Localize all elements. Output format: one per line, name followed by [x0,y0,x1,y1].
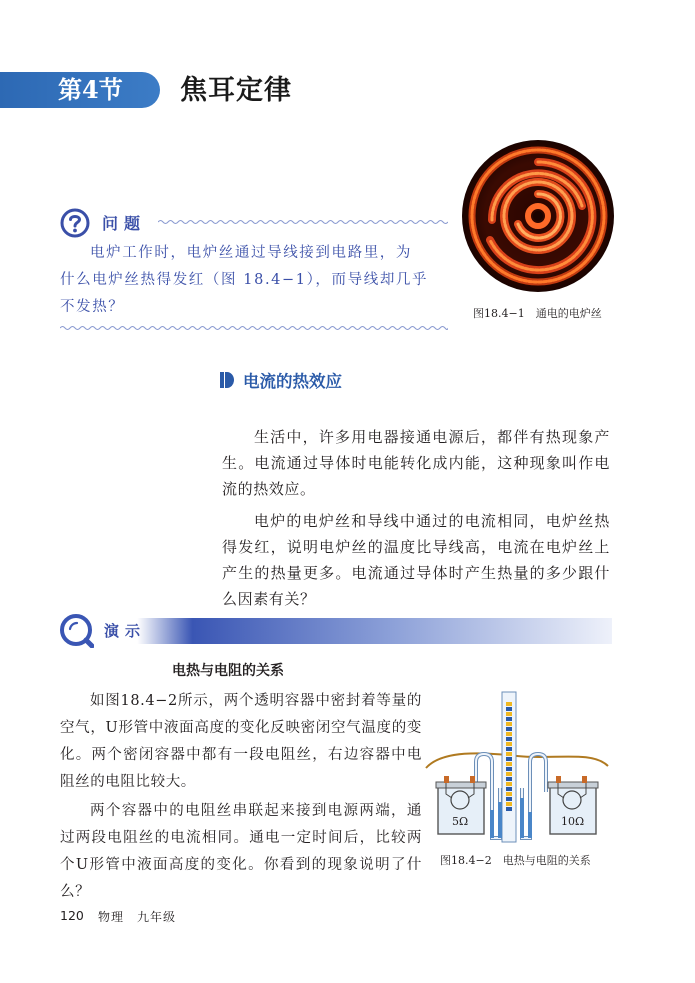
figure-caption: 图18.4−1 通电的电炉丝 [473,307,602,320]
demo-title: 演示 [104,622,147,640]
subsection-title: 电流的热效应 [243,372,342,391]
figure-caption: 图18.4−2 电热与电阻的关系 [440,854,591,867]
question-mark-icon [60,208,90,238]
paragraph: 如图18.4−2所示，两个透明容器中密封着等量的空气，U形管中液面高度的变化反映密闭空气温度的变化。两个密闭容器中都有一段电阻丝，右边容器中电阻丝的电阻比较大。 [60,693,422,790]
book-title: 物理 九年级 [98,910,177,924]
paragraph: 电炉的电炉丝和导线中通过的电流相同，电炉丝热得发红，说明电炉丝的温度比导线高，电流在电炉丝上产生的热量更多。电流通过导体时产生热量的多少跟什么因素有关？ [222,512,610,608]
right-resistor-label: 10Ω [561,815,585,828]
paragraph: 生活中，许多用电器接通电源后，都伴有热现象产生。电流通过导体时电能转化成内能，这种现象叫作电流的热效应。 [222,428,610,498]
paragraph: 两个容器中的电阻丝串联起来接到电源两端，通过两段电阻丝的电流相同。通电一定时间后，比较两个U形管中液面高度的变化。你看到的现象说明了什么？ [60,803,422,900]
question-title: 问题 [102,214,147,233]
question-line: 电炉工作时，电炉丝通过导线接到电路里，为 [90,245,412,261]
left-resistor-label: 5Ω [452,815,469,828]
question-wavy-divider [158,218,448,226]
page-number: 120 [60,908,84,923]
section-marker-icon [220,372,234,388]
question-line: 什么电炉丝热得发红（图 18.4−1），而导线却几乎 [60,272,429,288]
section-title: 焦耳定律 [180,75,292,106]
glowing-stove-coil-photo [462,140,614,292]
section-number: 第4节 [58,75,123,104]
question-wavy-divider-bottom [60,324,448,332]
resistor-heating-apparatus-diagram [422,690,612,845]
question-line: 不发热？ [60,299,125,315]
magnifier-icon [60,614,94,648]
demo-subtitle: 电热与电阻的关系 [172,663,284,679]
question-text [60,240,450,321]
